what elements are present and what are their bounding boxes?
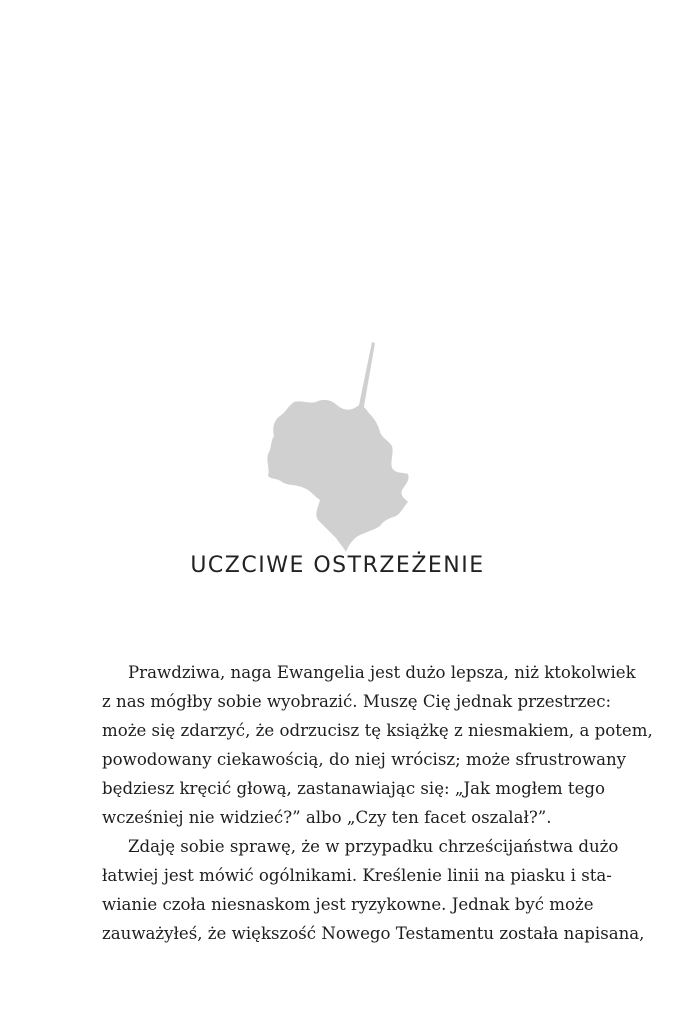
text-line: wcześniej nie widzieć?” albo „Czy ten facet oszalał?”. xyxy=(102,808,552,827)
body-text xyxy=(102,658,653,948)
text-line: będziesz kręcić głową, zastanawiając się: „Jak mogłem tego xyxy=(102,779,606,798)
leaf-ornament-icon xyxy=(262,340,412,552)
chapter-title: UCZCIWE OSTRZEŻENIE xyxy=(190,553,485,578)
text-line: z nas mógłby sobie wyobrazić. Muszę Cię jednak przestrzec: xyxy=(102,692,612,711)
text-line: zauważyłeś, że większość Nowego Testamentu została napisana, xyxy=(102,924,645,943)
text-line: może się zdarzyć, że odrzucisz tę książkę z niesmakiem, a potem, xyxy=(102,721,653,740)
text-line: Zdaję sobie sprawę, że w przypadku chrześcijaństwa dużo xyxy=(128,837,619,856)
paragraph-1 xyxy=(102,658,653,832)
text-line: łatwiej jest mówić ogólnikami. Kreślenie linii na piasku i sta- xyxy=(102,866,612,885)
text-line: Prawdziwa, naga Ewangelia jest dużo lepsza, niż ktokolwiek xyxy=(128,663,636,682)
text-line: wianie czoła niesnaskom jest ryzykowne. Jednak być może xyxy=(102,895,594,914)
paragraph-2 xyxy=(102,832,645,948)
text-line: powodowany ciekawością, do niej wrócisz; może sfrustrowany xyxy=(102,750,627,769)
